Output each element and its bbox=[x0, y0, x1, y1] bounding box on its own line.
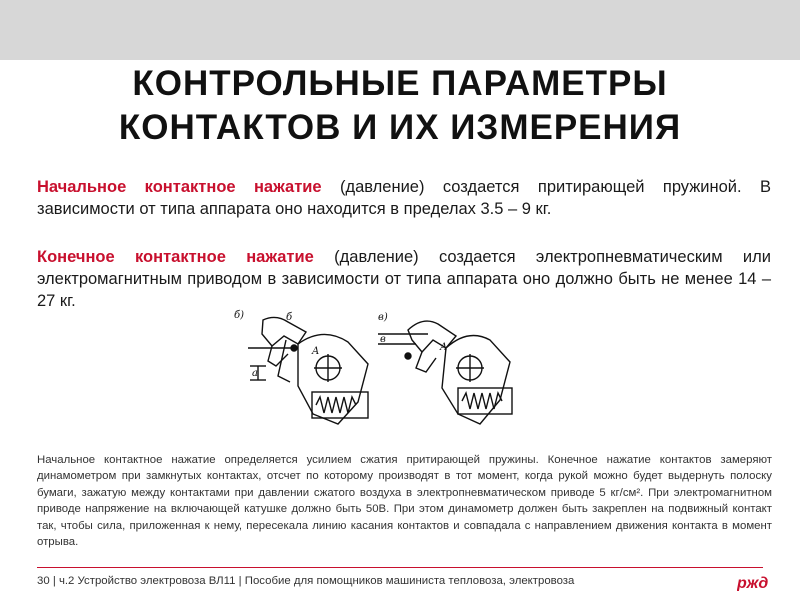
dimension-label-a: а bbox=[252, 368, 258, 379]
contact-diagram bbox=[228, 306, 598, 431]
title-line-1: КОНТРОЛЬНЫЕ ПАРАМЕТРЫ bbox=[132, 64, 668, 103]
point-label-a-right: A bbox=[440, 342, 448, 353]
paragraph-final-pressure bbox=[37, 246, 771, 312]
figure-label-right: в) bbox=[378, 312, 388, 323]
point-label-b: б bbox=[286, 312, 293, 323]
footer-text: 30 | ч.2 Устройство электровоза ВЛ11 | Пособие для помощников машиниста тепловоза, электровоза bbox=[37, 575, 575, 587]
rzd-logo bbox=[737, 573, 777, 591]
measurement-note: Начальное контактное нажатие определяется усилием сжатия притирающей пружины. Конечное нажатие контактов замеряют динамометром при замкнутых контактах, отсчет по которому производят в тот момент, когда рукой можно будет выдернуть полоску бумаги, зажатую между контактами при давлении сжатого воздуха в электропневматическом приводе 5 кг/см². При электромагнитном приводе напряжение на включающей катушке должно быть 50В. При этом динамометр должен быть закреплен на подвижный контакт так, чтобы сила, приложенная к нему, пересекала линию касания контактов и совпадала с направлением движения контакта в момент отрыва. bbox=[37, 454, 772, 549]
right-contact-mechanism bbox=[378, 321, 512, 424]
title-line-2: КОНТАКТОВ И ИХ ИЗМЕРЕНИЯ bbox=[118, 108, 682, 147]
term-initial-pressure: Начальное контактное нажатие bbox=[37, 178, 322, 196]
point-label-a-left: A bbox=[312, 346, 320, 357]
footer-divider bbox=[37, 567, 763, 568]
figure-label-left: б) bbox=[234, 310, 245, 321]
paragraph-initial-text: (давление) создается притирающей пружиной. В зависимости от типа аппарата оно находится в пределах 3.5 – 9 кг. bbox=[37, 178, 771, 218]
paragraph-final-text: (давление) создается электропневматическим или электромагнитным приводом в зависимости от типа аппарата оно должно быть не менее 14 – 27 кг. bbox=[37, 248, 771, 310]
svg-text:ржд: ржд bbox=[737, 575, 769, 591]
left-contact-mechanism bbox=[248, 317, 368, 424]
header-band bbox=[0, 0, 800, 60]
page-title bbox=[0, 62, 800, 150]
term-final-pressure: Конечное контактное нажатие bbox=[37, 248, 314, 266]
point-label-v: в bbox=[380, 334, 386, 345]
paragraph-initial-pressure bbox=[37, 176, 771, 220]
